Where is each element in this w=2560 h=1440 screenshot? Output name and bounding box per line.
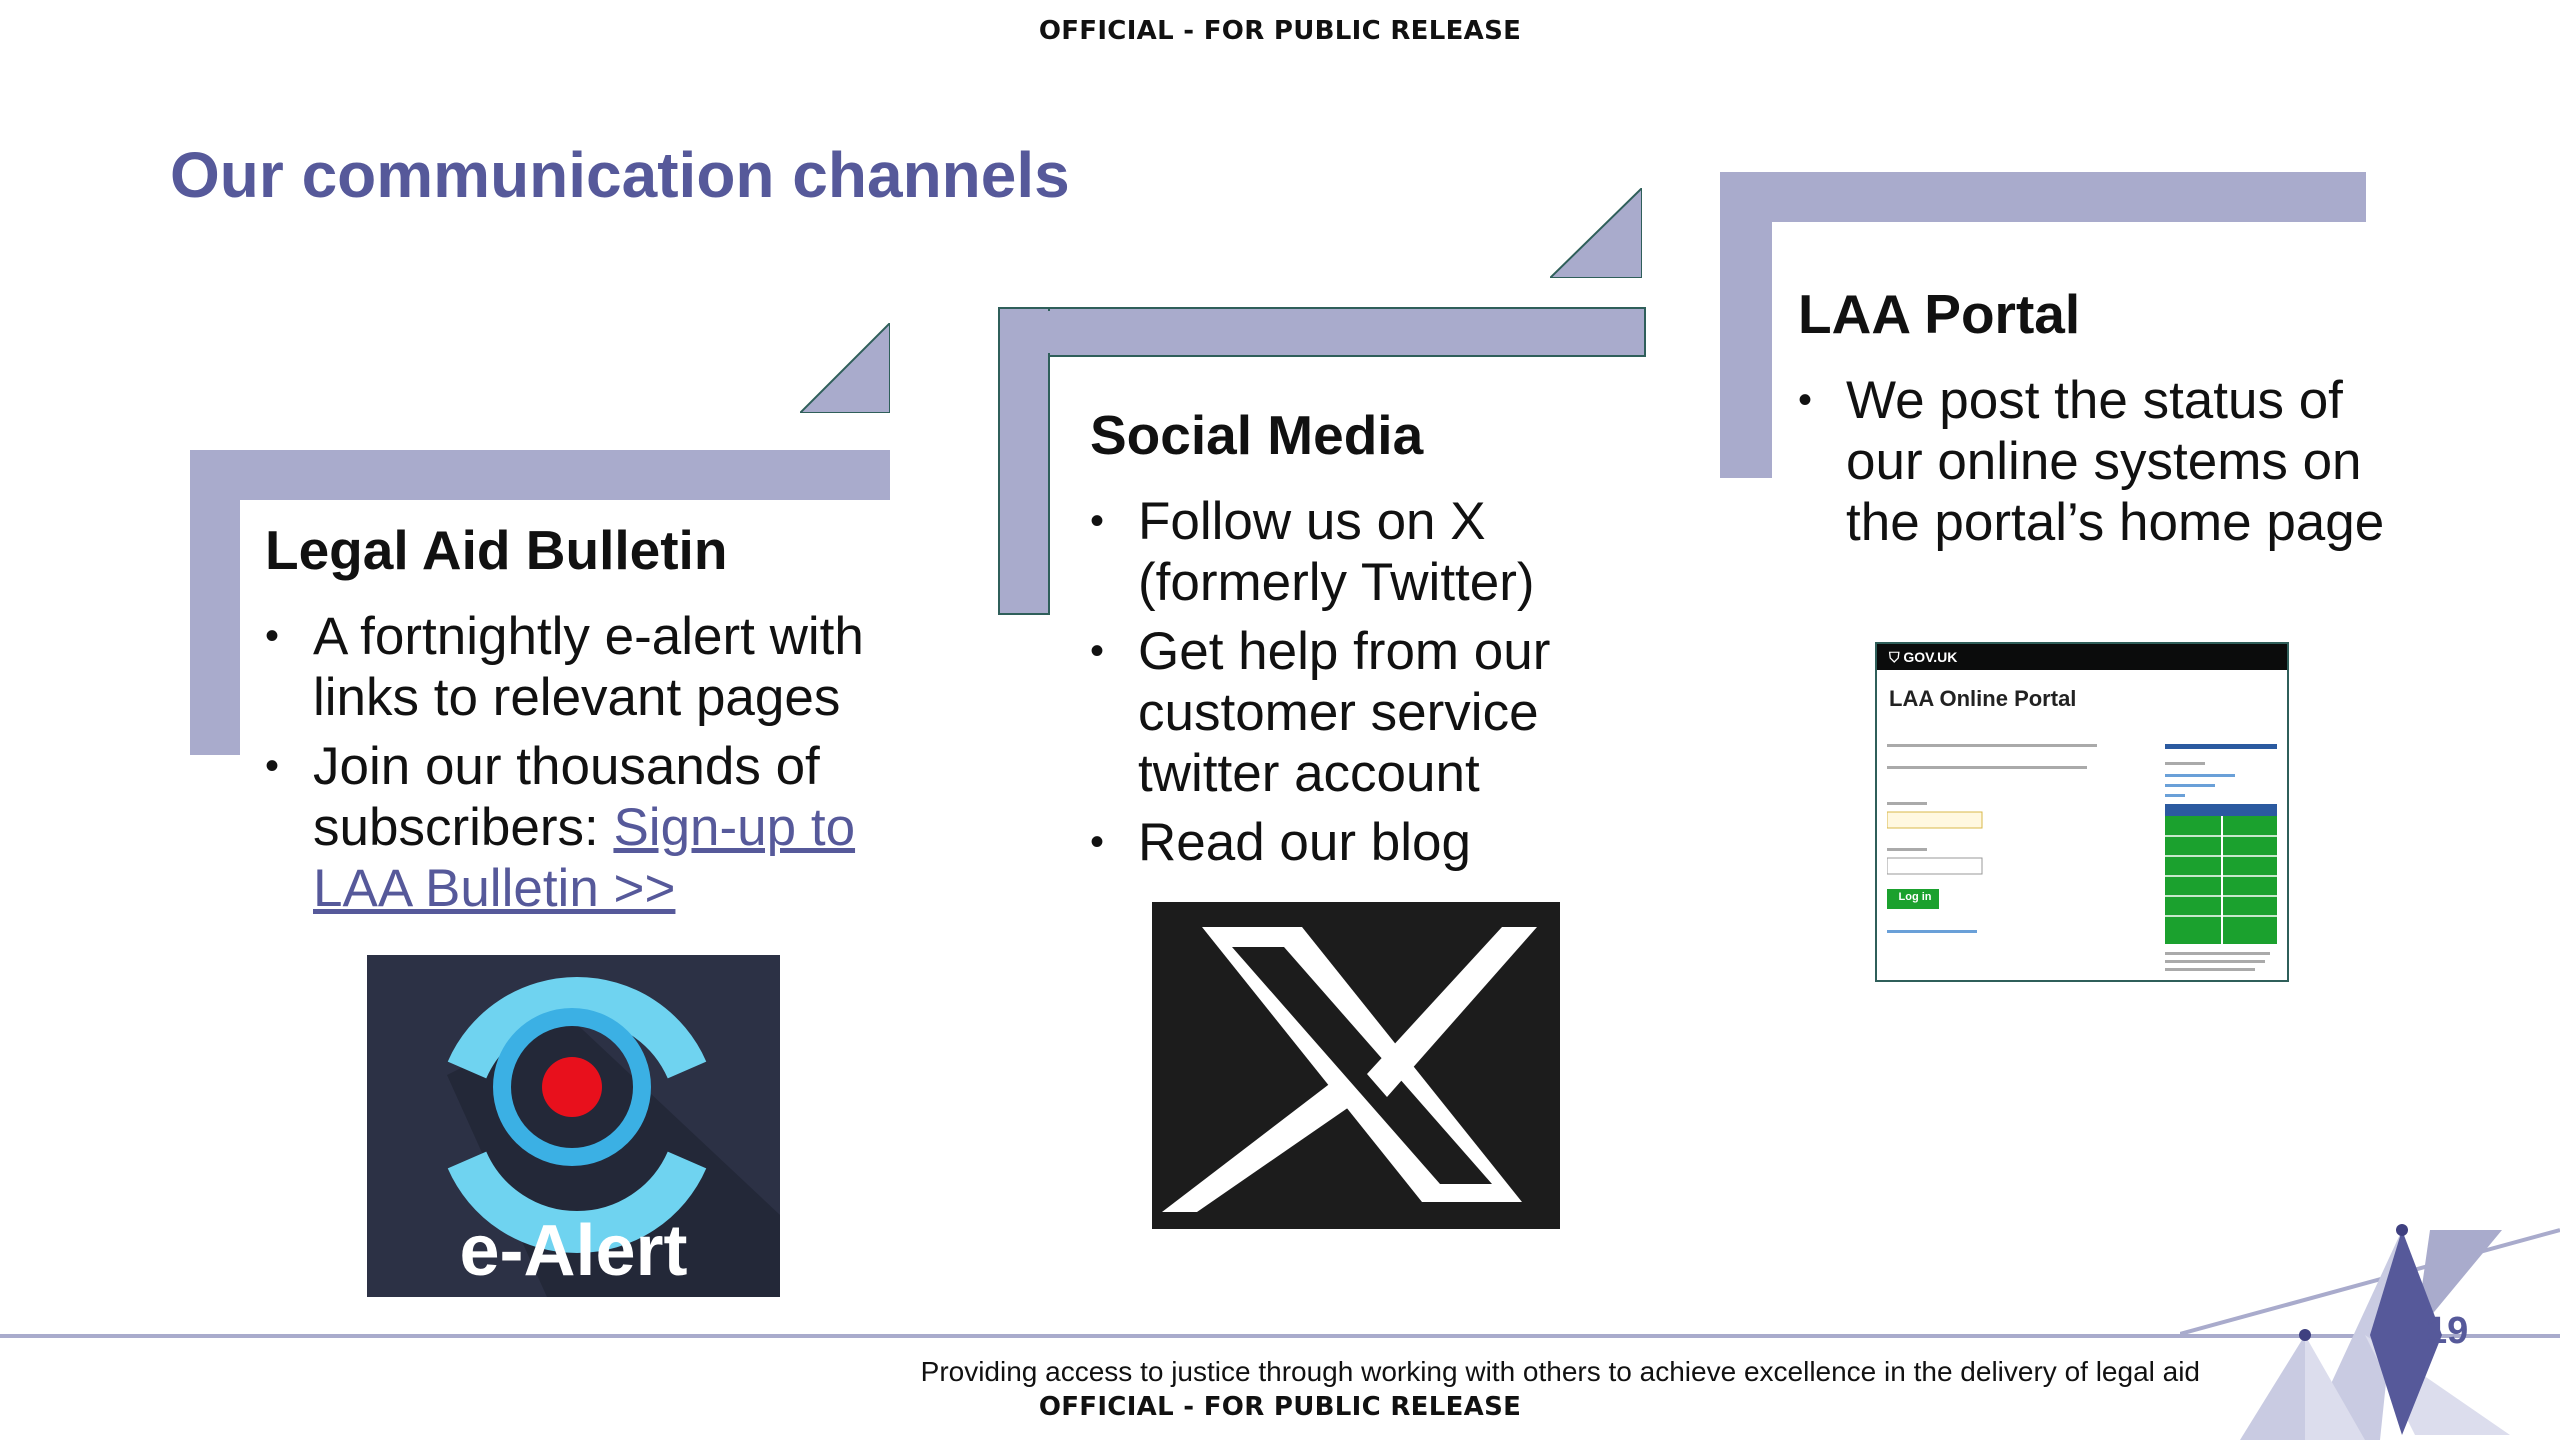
page-title: Our communication channels (170, 139, 1070, 211)
bullet-item (265, 606, 905, 728)
card-heading: Social Media (1090, 404, 1424, 466)
card-heading: LAA Portal (1798, 283, 2081, 345)
card-frame-top (1720, 172, 2366, 222)
x-logo-image (1152, 902, 1560, 1229)
card-legal-aid-bulletin (265, 518, 905, 927)
ealert-image (367, 955, 780, 1297)
govuk-banner-text: GOV.UK (1903, 649, 1958, 665)
bullet-text: Join our thousands of subscribers: (313, 737, 820, 857)
portal-title: LAA Online Portal (1889, 686, 2077, 711)
govuk-banner: ⛉ GOV.UK (1877, 644, 2287, 670)
triangle-decoration (800, 323, 890, 413)
ealert-label: e-Alert (459, 1211, 688, 1291)
footer-divider (0, 1334, 2560, 1338)
classification-footer: OFFICIAL - FOR PUBLIC RELEASE (1038, 1392, 1522, 1422)
card-frame-fill (1002, 311, 1642, 353)
bullet-item (1090, 812, 1690, 873)
card-frame-top (190, 450, 890, 500)
portal-login-button: Log in (1898, 891, 1932, 903)
card-heading: Legal Aid Bulletin (265, 519, 728, 581)
card-social-media (1090, 403, 1690, 881)
card-frame-left (1720, 172, 1772, 478)
classification-header: OFFICIAL - FOR PUBLIC RELEASE (1038, 16, 1522, 46)
bullet-item (265, 736, 905, 919)
bullet-text: Read our blog (1138, 813, 1471, 872)
portal-form-sketch (1887, 744, 2277, 974)
card-frame-left (190, 450, 240, 755)
bullet-text: We post the status of our online systems on the portal’s home page (1846, 371, 2385, 552)
bullet-text: A fortnightly e-alert with links to relevant pages (313, 607, 864, 727)
triangle-decoration (1550, 188, 1642, 278)
signup-bulletin-link[interactable]: Sign-up to LAA Bulletin >> (313, 798, 856, 918)
bullet-item (1090, 621, 1690, 804)
x-logo-icon (1152, 902, 1560, 1229)
footer-tagline: Providing access to justice through working with others to achieve excellence in the delivery of legal aid (920, 1356, 2200, 1387)
portal-screenshot (1875, 642, 2289, 982)
card-frame-left (998, 307, 1050, 615)
bullet-item (1798, 370, 2398, 553)
bullet-text: Follow us on X (formerly Twitter) (1138, 492, 1535, 612)
page-number: 19 (2426, 1310, 2469, 1352)
bullet-item (1090, 491, 1690, 613)
bullet-text: Get help from our customer service twitter account (1138, 622, 1551, 803)
card-laa-portal (1798, 282, 2398, 561)
